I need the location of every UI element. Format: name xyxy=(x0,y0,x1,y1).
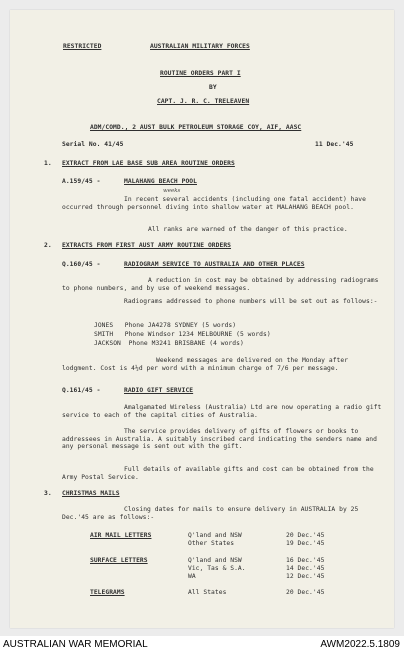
section-2-title: EXTRACTS FROM FIRST AUST ARMY ROUTINE ORDERS xyxy=(62,242,232,249)
section-2-number: 2. xyxy=(44,242,52,249)
unit-title: AUSTRALIAN MILITARY FORCES xyxy=(150,43,250,50)
section-3-number: 3. xyxy=(44,490,52,497)
surface-mail-date: 12 Dec.'45 xyxy=(286,573,325,580)
order-q160-paragraph-3: Weekend messages are delivered on the Monday after lodgment. Cost is 4½d per word with a minimum charge of 7/6 per message. xyxy=(62,357,349,372)
surface-mail-label: SURFACE LETTERS xyxy=(90,557,148,564)
order-q160-paragraph-1: A reduction in cost may be obtained by addressing radiograms to phone numbers, and by use of weekend messages. xyxy=(62,277,379,292)
section-1-number: 1. xyxy=(44,160,52,167)
air-mail-date: 20 Dec.'45 xyxy=(286,532,325,539)
unit-name: ADM/COMD., 2 AUST BULK PETROLEUM STORAGE COY, AIF, AASC xyxy=(90,124,302,131)
telegrams-label: TELEGRAMS xyxy=(90,589,125,596)
air-mail-destination: Q'land and NSW xyxy=(188,532,242,539)
air-mail-date: 19 Dec.'45 xyxy=(286,540,325,547)
air-mail-destination: Other States xyxy=(188,540,235,547)
example-line-2: SMITH Phone Windsor 1234 MELBOURNE (5 words) xyxy=(94,331,271,338)
section-3-paragraph: Closing dates for mails to ensure delivery in AUSTRALIA by 25 Dec.'45 are as follows:- xyxy=(62,506,359,521)
surface-mail-destination: Q'land and NSW xyxy=(188,557,242,564)
order-q161-number: Q.161/45 - xyxy=(62,387,101,394)
archive-footer xyxy=(0,636,404,653)
handwritten-insert: weeks xyxy=(163,188,181,194)
surface-mail-destination: Vic, Tas & S.A. xyxy=(188,565,246,572)
orders-title: ROUTINE ORDERS PART I xyxy=(160,70,241,77)
captain-name: CAPT. J. R. C. TRELEAVEN xyxy=(157,98,250,105)
order-a159-number: A.159/45 - xyxy=(62,178,101,185)
order-a159-paragraph-2: All ranks are warned of the danger of this practice. xyxy=(148,226,348,233)
order-q161-paragraph-2: The service provides delivery of gifts of flowers or books to addressees in Australia. A suitably inscribed card indicating the senders name and any personal message is sent out with the gift. xyxy=(62,428,377,451)
order-q160-paragraph-2: Radiograms addressed to phone numbers will be set out as follows:- xyxy=(124,298,378,305)
footer-accession-number: AWM2022.5.1809 xyxy=(320,639,400,650)
serial-number: Serial No. 41/45 xyxy=(62,141,124,148)
section-1-title: EXTRACT FROM LAE BASE SUB AREA ROUTINE ORDERS xyxy=(62,160,235,167)
order-a159-paragraph-1: In recent several accidents (including one fatal accident) have occurred through personnel diving into shallow water at MALAHANG BEACH pool. xyxy=(62,196,366,211)
section-3-title: CHRISTMAS MAILS xyxy=(62,490,120,497)
by-line: BY xyxy=(209,84,217,91)
example-line-1: JONES Phone JA4278 SYDNEY (5 words) xyxy=(94,322,237,329)
order-a159-title: MALAHANG BEACH POOL xyxy=(124,178,197,185)
example-line-3: JACKSON Phone M3241 BRISBANE (4 words) xyxy=(94,340,244,347)
air-mail-label: AIR MAIL LETTERS xyxy=(90,532,152,539)
order-q160-number: Q.160/45 - xyxy=(62,261,101,268)
order-q160-title: RADIOGRAM SERVICE TO AUSTRALIA AND OTHER PLACES xyxy=(124,261,305,268)
order-date: 11 Dec.'45 xyxy=(315,141,354,148)
surface-mail-date: 16 Dec.'45 xyxy=(286,557,325,564)
telegrams-destination: All States xyxy=(188,589,227,596)
order-q161-title: RADIO GIFT SERVICE xyxy=(124,387,194,394)
surface-mail-destination: WA xyxy=(188,573,196,580)
classification-label: RESTRICTED xyxy=(63,43,102,50)
order-q161-paragraph-1: Amalgamated Wireless (Australia) Ltd are now operating a radio gift service to each of the capital cities of Australia. xyxy=(62,404,382,419)
telegrams-date: 20 Dec.'45 xyxy=(286,589,325,596)
order-q161-paragraph-3: Full details of available gifts and cost can be obtained from the Army Postal Service. xyxy=(62,466,374,481)
footer-source: AUSTRALIAN WAR MEMORIAL xyxy=(3,639,148,650)
surface-mail-date: 14 Dec.'45 xyxy=(286,565,325,572)
